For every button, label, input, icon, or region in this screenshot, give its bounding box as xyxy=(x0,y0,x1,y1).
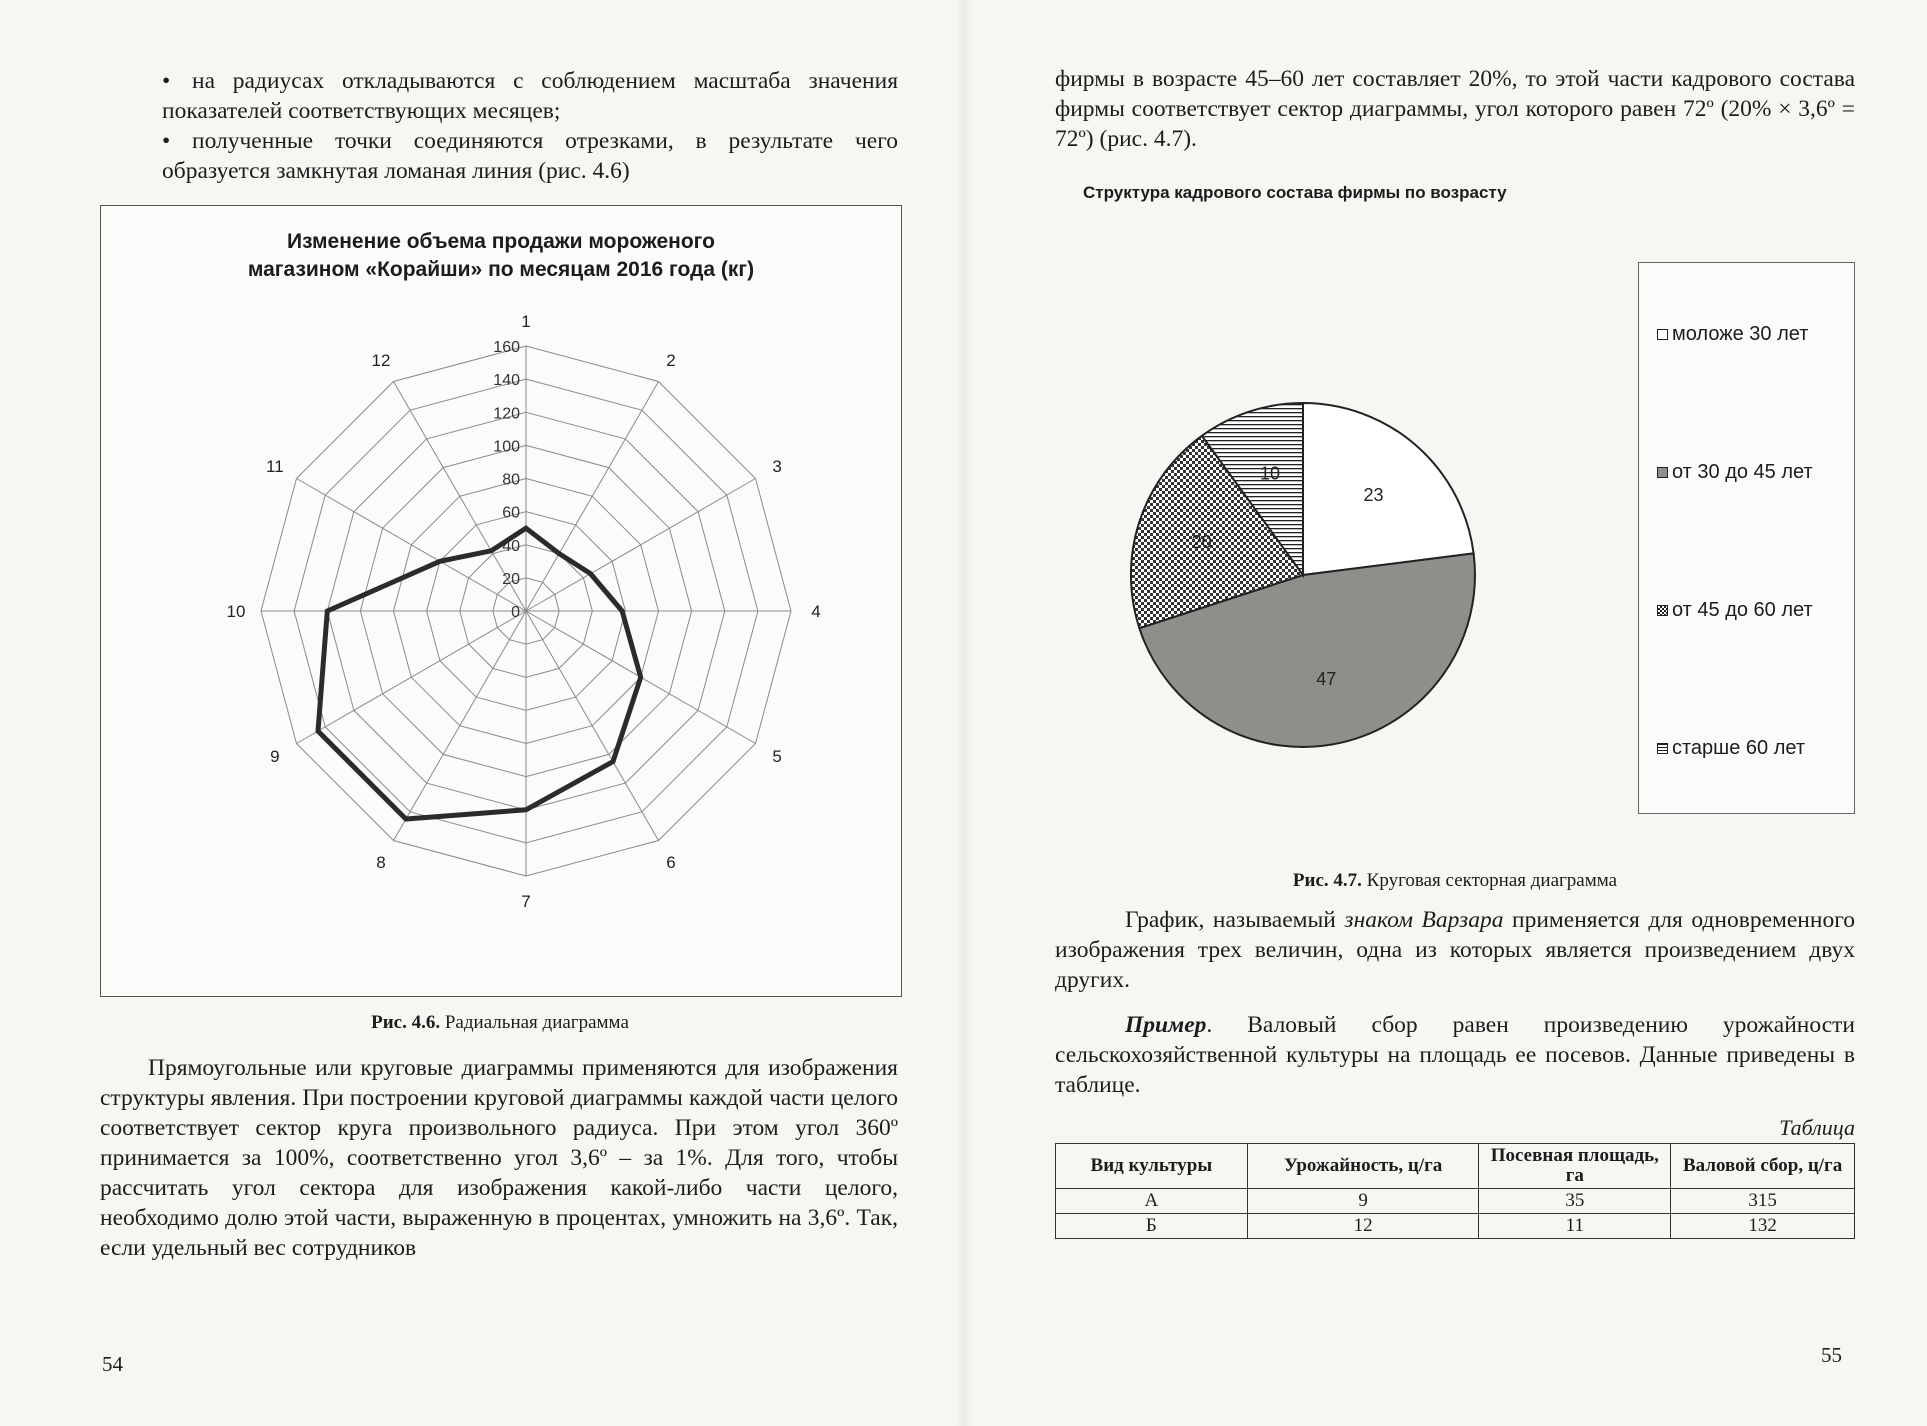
radar-category-label: 3 xyxy=(772,457,782,476)
pie-data-label: 10 xyxy=(1260,463,1281,484)
radar-category-label: 1 xyxy=(521,312,531,331)
radar-category-label: 4 xyxy=(811,602,821,621)
bullet-text: на радиусах откладываются с соблюдением масштаба значения показателей соответствующих месяцев; xyxy=(162,68,898,124)
legend-item xyxy=(1657,323,1808,346)
legend-label: моложе 30 лет xyxy=(1672,323,1809,345)
legend-label: старше 60 лет xyxy=(1672,737,1805,759)
example-text: . Валовый сбор равен произведению урожайности сельскохозяйственной культуры на площадь ее посевов. Данные приведены в таблице. xyxy=(1055,1012,1855,1098)
legend-swatch-stripes xyxy=(1657,743,1668,754)
radar-category-label: 12 xyxy=(371,350,391,370)
table-cell: 12 xyxy=(1247,1214,1479,1239)
legend-label: от 30 до 45 лет xyxy=(1672,461,1813,483)
radar-chart-title: Изменение объема продажи мороженого магазином «Корайши» по месяцам 2016 года (кг) xyxy=(247,230,755,281)
body-paragraph xyxy=(1055,905,1855,995)
radar-tick-label: 160 xyxy=(493,339,520,356)
table-cell: А xyxy=(1056,1189,1248,1214)
radar-tick-label: 60 xyxy=(502,504,520,522)
table-header-cell: Урожайность, ц/га xyxy=(1247,1144,1479,1189)
body-paragraph: фирмы в возрасте 45–60 лет составляет 20%, то этой части кадрового состава фирмы соответствует сектор диаграммы, угол которого равен 72º (20% × 3,6º = 72º) (рис. 4.7). xyxy=(1055,66,1855,152)
radar-tick-label: 140 xyxy=(493,372,520,390)
bullet-dot-icon: • xyxy=(162,68,171,94)
radar-category-label: 7 xyxy=(521,892,531,911)
pie-chart xyxy=(1123,380,1483,760)
crops-table xyxy=(1055,1143,1855,1239)
pie-legend xyxy=(1638,262,1855,814)
bullet-text: полученные точки соединяются отрезками, в результате чего образуется замкнутая ломаная линия (рис. 4.6) xyxy=(162,128,898,184)
left-page xyxy=(0,0,963,1426)
legend-swatch-white xyxy=(1657,329,1668,340)
figure-caption-number: Рис. 4.7. xyxy=(1292,870,1362,891)
pie-chart-title: Структура кадрового состава фирмы по возрасту xyxy=(1083,183,1507,202)
legend-item xyxy=(1657,599,1813,622)
page-number: 55 xyxy=(1821,1343,1842,1367)
pie-slice xyxy=(1303,403,1474,575)
table-header-cell: Посевная площадь, га xyxy=(1479,1144,1671,1189)
bullet-item xyxy=(162,126,898,186)
radar-tick-label: 100 xyxy=(493,438,520,456)
figure-caption-text: Радиальная диаграмма xyxy=(444,1012,629,1033)
pie-data-label: 47 xyxy=(1316,669,1337,690)
pie-data-label: 20 xyxy=(1191,532,1212,553)
radar-tick-label: 80 xyxy=(502,471,520,489)
paragraph-text: График, называемый xyxy=(1125,907,1345,933)
bullet-item xyxy=(162,66,898,126)
right-page xyxy=(963,0,1927,1426)
radar-chart-frame xyxy=(100,205,902,997)
legend-swatch-gray xyxy=(1657,467,1668,478)
table-cell: 35 xyxy=(1479,1189,1671,1214)
radar-chart xyxy=(101,206,901,996)
legend-item xyxy=(1657,737,1805,760)
radar-spoke xyxy=(297,479,526,612)
radar-spoke xyxy=(526,479,755,612)
bullet-dot-icon: • xyxy=(162,128,171,154)
radar-category-label: 5 xyxy=(772,747,782,766)
body-paragraph: Прямоугольные или круговые диаграммы применяются для изображения структуры явления. При построении круговой диаграммы каждой части целого соответствует сектор круга произвольного радиуса. При этом угол 360º принимается за 100%, соответственно угол 3,6º – за 1%. Для того, чтобы рассчитать угол сектора для изображения какой-либо части целого, необходимо долю этой части, выраженную в процентах, умножить на 3,6º. Так, если удельный вес сотрудников xyxy=(100,1055,898,1261)
radar-category-label: 2 xyxy=(666,350,676,370)
term-italic: знаком Варзара xyxy=(1344,907,1504,933)
table-cell: 9 xyxy=(1247,1189,1479,1214)
paragraph-text: применяется для одновременного изображения трех величин, одна из которых является произведением двух других. xyxy=(1055,907,1856,993)
figure-caption xyxy=(100,1012,900,1034)
example-paragraph xyxy=(1055,1010,1855,1100)
pie-data-label: 23 xyxy=(1363,485,1384,506)
radar-category-label: 10 xyxy=(226,602,246,621)
table-cell: 315 xyxy=(1671,1189,1855,1214)
radar-spoke xyxy=(394,611,527,840)
table-row xyxy=(1056,1189,1855,1214)
table-label: Таблица xyxy=(1779,1115,1855,1140)
radar-category-label: 6 xyxy=(666,853,676,873)
table-cell: Б xyxy=(1056,1214,1248,1239)
radar-category-label: 11 xyxy=(266,457,284,476)
radar-tick-label: 20 xyxy=(502,570,520,588)
example-label: Пример xyxy=(1125,1012,1207,1038)
table-header-cell: Вид культуры xyxy=(1056,1144,1248,1189)
radar-tick-label: 120 xyxy=(493,405,520,423)
radar-tick-label: 0 xyxy=(511,604,520,621)
radar-category-label: 8 xyxy=(376,853,386,873)
figure-caption-text: Круговая секторная диаграмма xyxy=(1366,870,1618,891)
radar-tick-label: 40 xyxy=(502,537,520,555)
table-cell: 132 xyxy=(1671,1214,1855,1239)
figure-caption-number: Рис. 4.6. xyxy=(371,1012,441,1033)
legend-swatch-checker xyxy=(1657,605,1668,616)
legend-label: от 45 до 60 лет xyxy=(1672,599,1813,621)
figure-caption xyxy=(1055,870,1855,892)
table-row xyxy=(1056,1214,1855,1239)
radar-spoke xyxy=(297,611,526,744)
radar-category-label: 9 xyxy=(270,747,280,766)
page-number: 54 xyxy=(102,1352,123,1376)
radar-series-line xyxy=(318,528,641,819)
table-cell: 11 xyxy=(1479,1214,1671,1239)
table-header-row xyxy=(1056,1144,1855,1189)
radar-spoke xyxy=(526,611,659,840)
legend-item xyxy=(1657,461,1813,484)
table-header-cell: Валовой сбор, ц/га xyxy=(1671,1144,1855,1189)
